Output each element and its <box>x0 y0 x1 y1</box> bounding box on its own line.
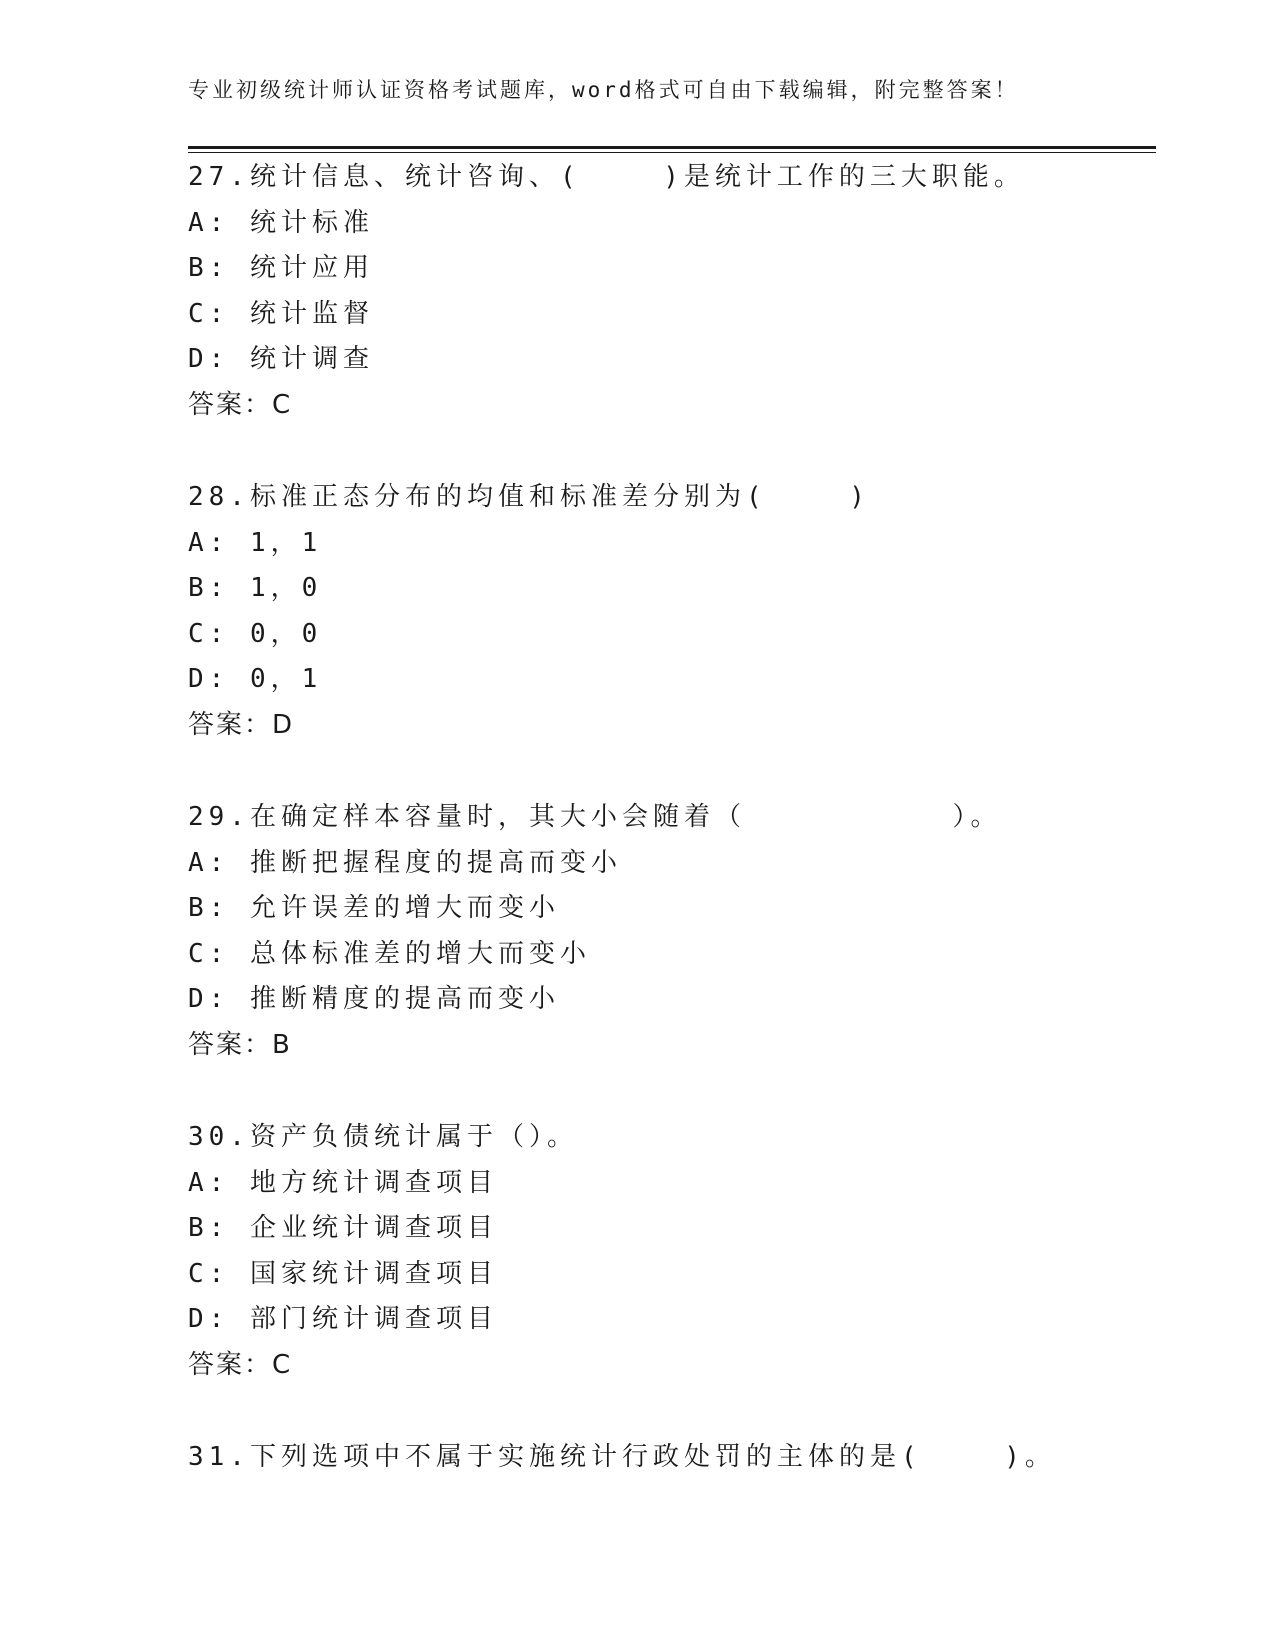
header-divider-thick <box>188 146 1156 149</box>
option-a: A: 1，1 <box>188 527 323 558</box>
question-29 <box>188 795 1148 1068</box>
question-stem: 28.标准正态分布的均值和标准差分别为( ) <box>188 482 870 512</box>
answer-label: 答案： <box>188 1029 273 1060</box>
option-d: D: 部门统计调查项目 <box>188 1304 498 1334</box>
option-a: A: 统计标准 <box>188 207 374 238</box>
option-d: D: 统计调查 <box>188 344 374 374</box>
option-a: A: 地方统计调查项目 <box>188 1167 498 1198</box>
question-30 <box>188 1115 1148 1388</box>
answer-row <box>188 1023 1148 1069</box>
option-c: C: 国家统计调查项目 <box>188 1258 498 1289</box>
option-c: C: 总体标准差的增大而变小 <box>188 938 591 969</box>
question-stem: 30.资产负债统计属于（）。 <box>188 1122 578 1152</box>
option-b: B: 1，0 <box>188 573 323 603</box>
header-divider-thin <box>188 152 1156 153</box>
answer-value: B <box>272 1029 292 1060</box>
question-27 <box>188 155 1148 428</box>
page-header: 专业初级统计师认证资格考试题库，word格式可自由下载编辑，附完整答案！ <box>188 78 1019 102</box>
answer-row <box>188 1343 1148 1389</box>
option-a: A: 推断把握程度的提高而变小 <box>188 847 622 878</box>
question-31 <box>188 1435 1148 1481</box>
option-b: B: 统计应用 <box>188 253 374 283</box>
question-stem: 29.在确定样本容量时，其大小会随着（ ）。 <box>188 802 1002 832</box>
option-c: C: 0，0 <box>188 618 323 649</box>
question-28 <box>188 475 1148 748</box>
answer-row <box>188 703 1148 749</box>
answer-value: C <box>272 389 293 420</box>
option-b: B: 企业统计调查项目 <box>188 1213 498 1243</box>
question-stem: 27.统计信息、统计咨询、( )是统计工作的三大职能。 <box>188 162 1025 192</box>
option-c: C: 统计监督 <box>188 298 374 329</box>
option-b: B: 允许误差的增大而变小 <box>188 893 560 923</box>
question-stem: 31.下列选项中不属于实施统计行政处罚的主体的是( )。 <box>188 1442 1056 1472</box>
option-d: D: 0，1 <box>188 664 323 694</box>
answer-row <box>188 383 1148 429</box>
answer-label: 答案： <box>188 389 273 420</box>
answer-value: C <box>272 1349 293 1380</box>
answer-label: 答案： <box>188 1349 273 1380</box>
answer-value: D <box>272 709 295 740</box>
option-d: D: 推断精度的提高而变小 <box>188 984 560 1014</box>
answer-label: 答案： <box>188 709 273 740</box>
